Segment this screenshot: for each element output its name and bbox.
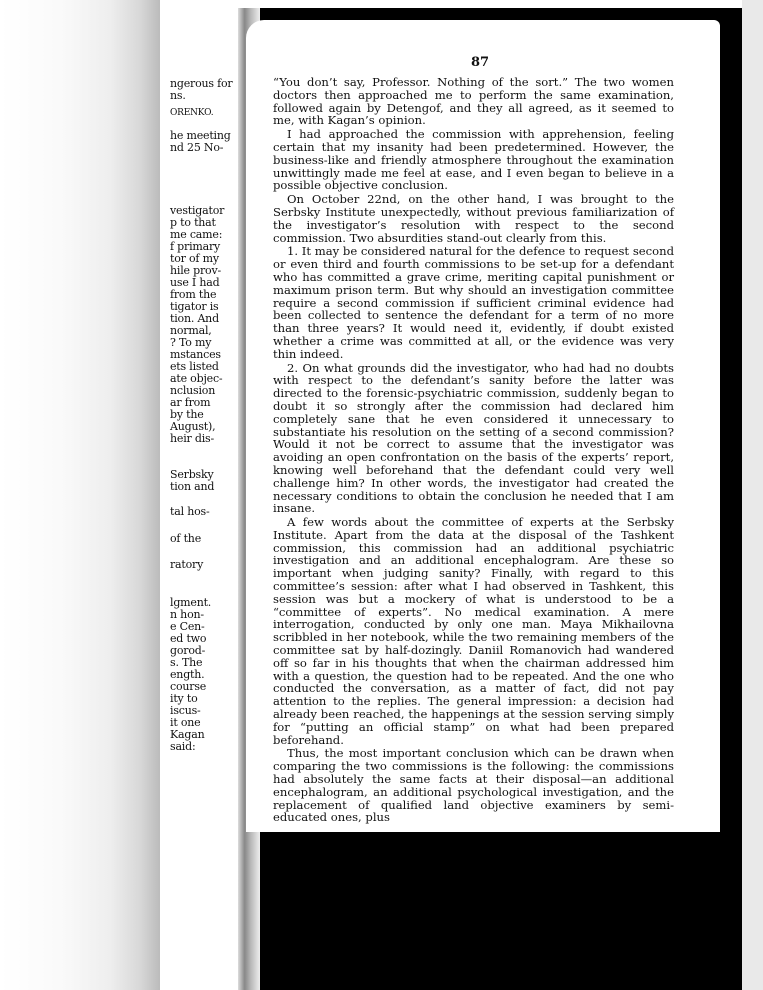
left-line: of the: [170, 532, 202, 545]
left-line: normal,: [170, 324, 212, 337]
paragraph: I had approached the commission with apprehension, feeling certain that my insanity had been predetermined. However, the business-like and friendly atmosphere throughout the examination unwittingly made me feel at ease, and I even began to believe in a possible objective conclusion.: [273, 127, 674, 193]
left-line: said:: [170, 740, 196, 753]
left-line: s. The: [170, 656, 203, 669]
left-page-fragment: [160, 8, 242, 990]
paragraph: 1. It may be considered natural for the defence to request second or even third and fourth commissions to be set-up for a defendant who has committed a grave crime, meriting capital punishment or maximum prison term. But why should an investigation committee require a second commission if sufficient criminal evidence had been collected to sentence the defendant for a term of no more than three years? It would need it, evidently, if doubt existed whether a crime was committed at all, or the evidence was very thin indeed.: [273, 244, 674, 361]
left-line: lgment.: [170, 596, 212, 609]
left-line: f primary: [170, 240, 221, 253]
left-line: it one: [170, 716, 201, 729]
left-line: ? To my: [170, 336, 212, 349]
left-line: vestigator: [170, 204, 225, 217]
left-line: n hon-: [170, 608, 204, 621]
left-line: ed two: [170, 632, 207, 645]
left-line: ORENKO.: [170, 108, 214, 118]
paragraph: A few words about the committee of experts at the Serbsky Institute. Apart from the data at the disposal of the Tashkent commission, this commission had an additional psychiatric investigation and an additional encephalogram. Are these so important when judging sanity? Finally, with regard to this committee’s session: after what I had observed in Tashkent, this session was but a mockery of what is understood to be a “committee of experts”. No medical examination. A mere interrogation, conducted by only one man. Maya Mikhailovna scribbled in her notebook, while the two remaining members of the committee sat by half-dozingly. Daniil Romanovich had wandered off so far in his thoughts that when the chairman addressed him with a question, the question had to be repeated. And the one who conducted the conversation, as a matter of fact, did not pay attention to the replies. The general impression: a decision had already been reached, the happenings at the session serving simply for “putting an official stamp” on what had been prepared beforehand.: [273, 515, 674, 747]
left-line: hile prov-: [170, 264, 221, 277]
left-line: ate objec-: [170, 372, 223, 385]
left-line: mstances: [170, 348, 221, 361]
main-text-column: [273, 76, 674, 825]
left-line: me came:: [170, 228, 223, 241]
left-line: iscus-: [170, 704, 201, 717]
left-line: ength.: [170, 668, 205, 681]
left-line: ity to: [170, 692, 198, 705]
left-line: from the: [170, 288, 217, 301]
left-line: tion and: [170, 480, 215, 493]
left-line: p to that: [170, 216, 216, 229]
left-line: ratory: [170, 558, 204, 571]
left-line: use I had: [170, 276, 220, 289]
paragraph: “You don’t say, Professor. Nothing of the sort.” The two women doctors then approached me to perform the same examination, followed again by Detengof, and they all agreed, as it seemed to me, with Kagan’s opinion.: [273, 75, 674, 128]
paragraph: 2. On what grounds did the investigator, who had had no doubts with respect to the defendant’s sanity before the latter was directed to the forensic-psychiatric commission, suddenly began to doubt it so strongly after the commission had declared him completely sane that he even considered it unnecessary to substantiate his resolution on the setting of a second commission? Would it not be correct to assume that the investigator was avoiding an open confrontation on the basis of the experts’ report, knowing well beforehand that the defendant could very well challenge him? In other words, the investigator had created the necessary conditions to obtain the conclusion he needed that I am insane.: [273, 360, 674, 516]
left-line: course: [170, 680, 207, 693]
left-line: ns.: [170, 89, 186, 102]
left-line: tigator is: [170, 300, 219, 313]
left-line: ets listed: [170, 360, 219, 373]
left-line: ar from: [170, 396, 211, 409]
paragraph: Thus, the most important conclusion which can be drawn when comparing the two commissions is the following: the commissions had absolutely the same facts at their disposal—an additional encephalogram, an additional psychological investigation, and the replacement of qualified land objective examiners by semi-educated ones, plus: [273, 746, 674, 825]
left-line: tion. And: [170, 312, 219, 325]
left-line: e Cen-: [170, 620, 205, 633]
book-fore-edge: [0, 0, 160, 990]
scan-right-margin: [742, 0, 763, 990]
left-line: gorod-: [170, 644, 206, 657]
left-line: Kagan: [170, 728, 205, 741]
left-line: tor of my: [170, 252, 219, 265]
left-line: nd 25 No-: [170, 141, 224, 154]
left-line: ngerous for: [170, 77, 233, 90]
left-line: nclusion: [170, 384, 216, 397]
left-line: August),: [170, 420, 216, 433]
paragraph: On October 22nd, on the other hand, I was brought to the Serbsky Institute unexpectedly, without previous familiarization of the investigator’s resolution with respect to the second commission. Two absurdities stand-out clearly from this.: [273, 192, 674, 245]
left-line: by the: [170, 408, 204, 421]
left-line: heir dis-: [170, 432, 214, 445]
left-line: he meeting: [170, 129, 231, 142]
page-number: 87: [471, 55, 490, 70]
left-line: tal hos-: [170, 505, 210, 518]
left-line: Serbsky: [170, 468, 214, 481]
